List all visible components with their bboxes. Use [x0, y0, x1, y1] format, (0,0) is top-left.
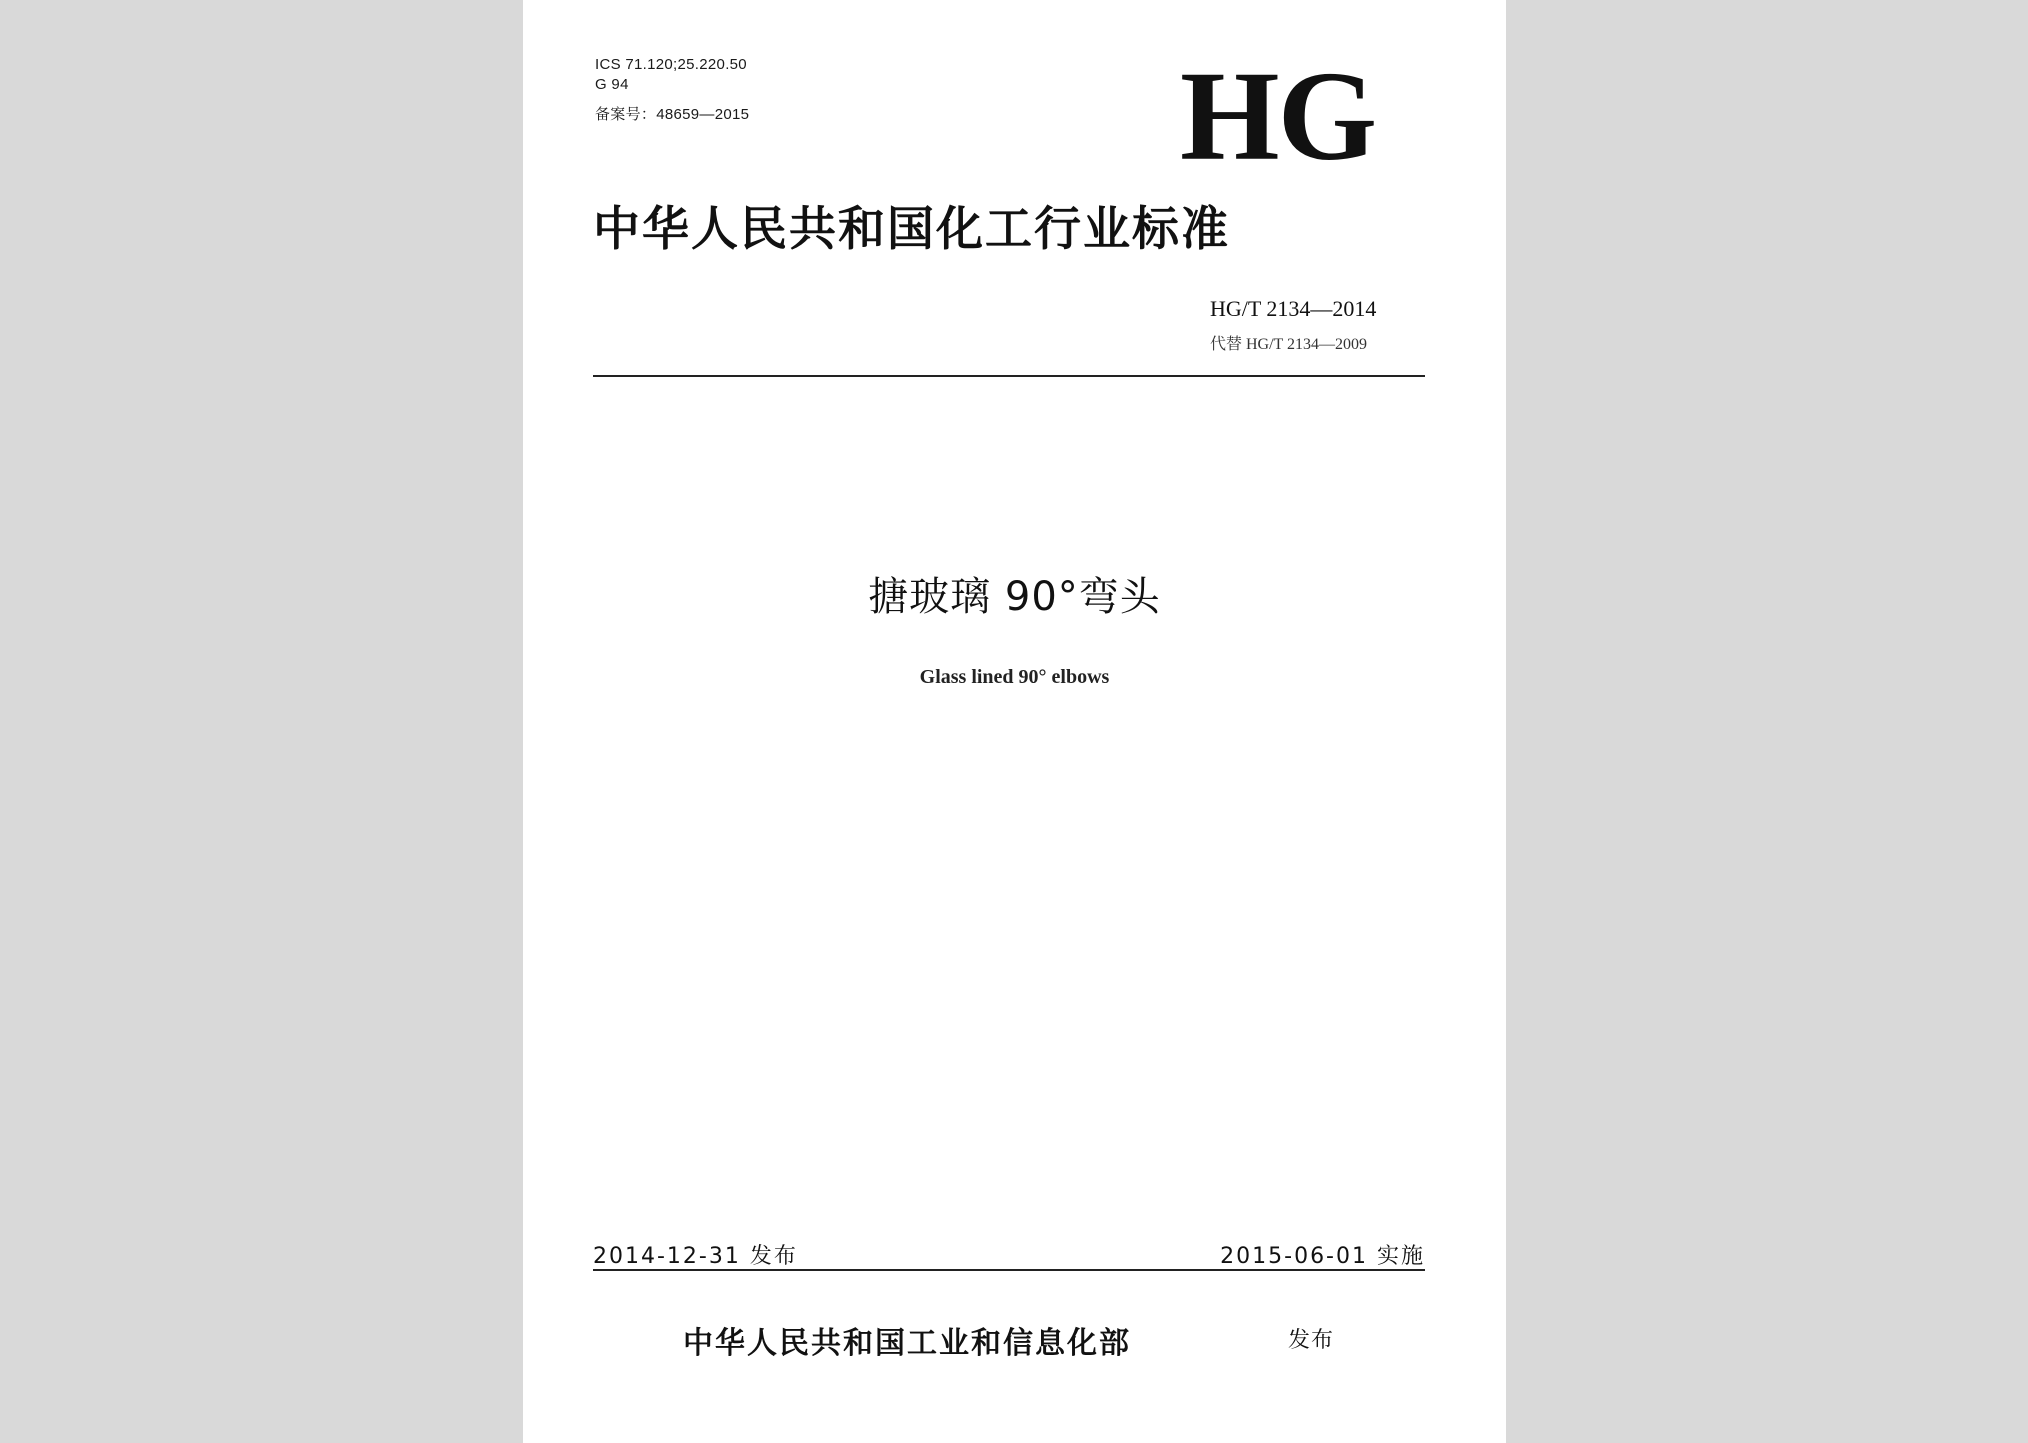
footer-divider — [593, 1269, 1425, 1271]
standard-cover-page — [523, 0, 1506, 1443]
document-title-english: Glass lined 90° elbows — [919, 666, 1110, 688]
filing-number: 备案号：48659—2015 — [595, 106, 750, 123]
replaced-standard: 代替 HG/T 2134—2009 — [1210, 336, 1368, 353]
ccs-code: G 94 — [595, 76, 629, 93]
publish-date: 2014-12-31 发布 — [593, 1244, 798, 1269]
ics-code: ICS 71.120;25.220.50 — [595, 56, 747, 73]
issuing-authority-suffix: 发布 — [1288, 1328, 1335, 1353]
standard-category-title: 中华人民共和国化工行业标准 — [593, 202, 1230, 257]
issuing-authority: 中华人民共和国工业和信息化部 — [683, 1326, 1131, 1361]
hg-logo: HG — [1180, 45, 1376, 187]
header-divider — [593, 375, 1425, 377]
implementation-date: 2015-06-01 实施 — [1220, 1244, 1425, 1269]
standard-number: HG/T 2134—2014 — [1210, 296, 1377, 321]
document-title-chinese: 搪玻璃 90°弯头 — [868, 574, 1161, 620]
